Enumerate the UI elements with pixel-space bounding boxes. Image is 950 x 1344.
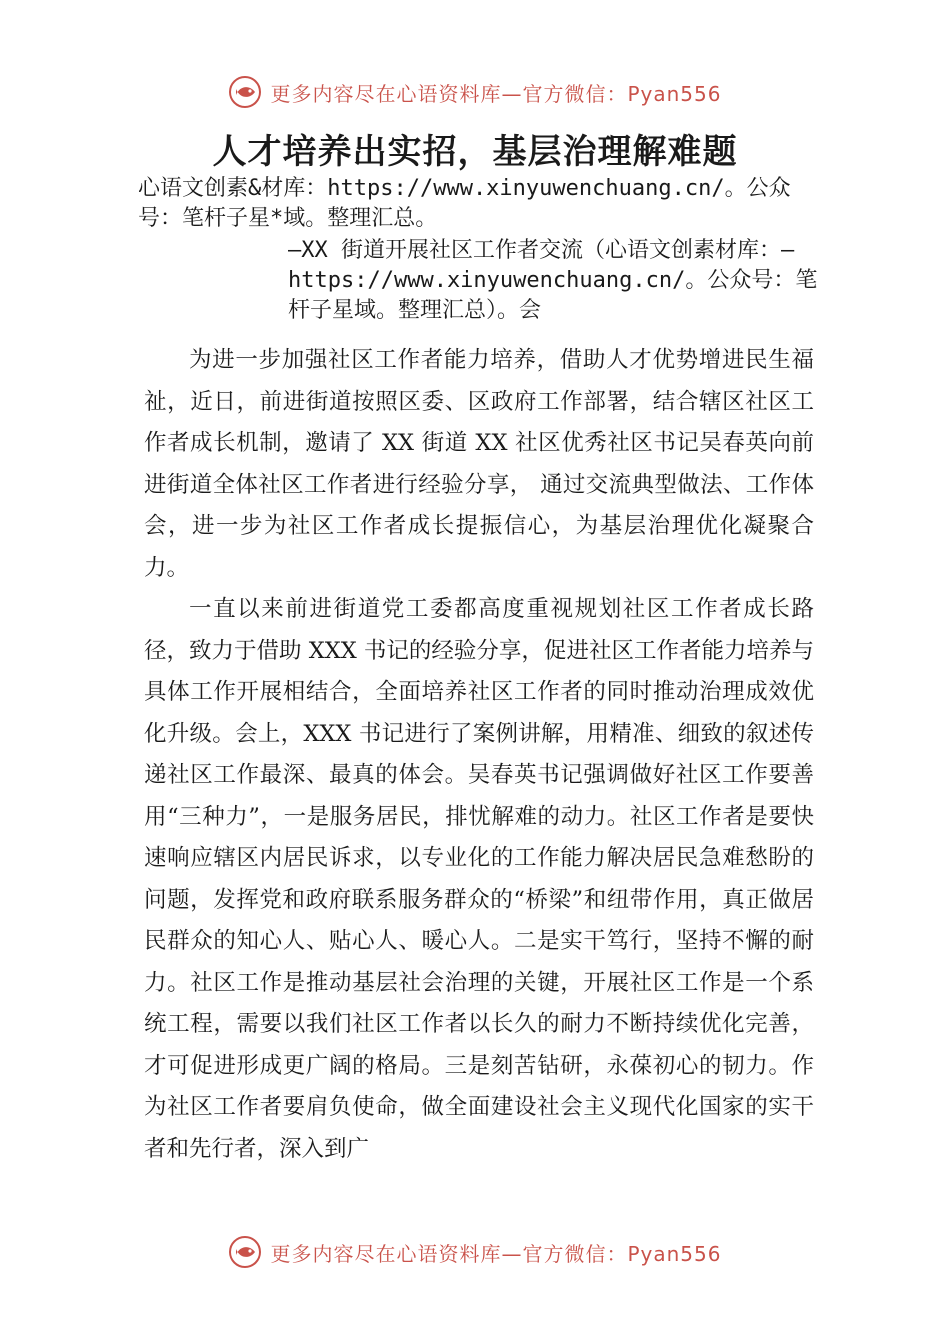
paragraph-1: 为进一步加强社区工作者能力培养，借助人才优势增进民生福祉，近日，前进街道按照区委、区政府工作部署，结合辖区社区工作者成长机制，邀请了 XX 街道 XX 社区优秀社区书记吴春英向前进街道全体社区工作者进行经验分享， 通过交流典型做法、工作体会，进一步为社区工作者成长提振信心，为基层治理优化凝聚合力。 bbox=[144, 347, 814, 581]
banner-text: 更多内容尽在心语资料库—官方微信：Pyan556 bbox=[270, 1241, 722, 1266]
fish-logo-icon bbox=[228, 1235, 262, 1269]
document-body bbox=[144, 340, 814, 1170]
document-subtitle: —XX 街道开展社区工作者交流（心语文创素材库：—https://www.xinyuwenchuang.cn/。公众号：笔杆子星域。整理汇总）。会 bbox=[288, 238, 818, 323]
document-title: 人才培养出实招，基层治理解难题 bbox=[212, 132, 738, 172]
banner-text: 更多内容尽在心语资料库—官方微信：Pyan556 bbox=[270, 81, 722, 106]
source-note: 心语文创素&材库：https://www.xinyuwenchuang.cn/。公众号：笔杆子星*域。整理汇总。 bbox=[138, 176, 791, 231]
header-banner bbox=[0, 72, 950, 112]
footer-banner bbox=[0, 1232, 950, 1272]
fish-logo-icon bbox=[228, 75, 262, 109]
paragraph-2: 一直以来前进街道党工委都高度重视规划社区工作者成长路径，致力于借助 XXX 书记的经验分享，促进社区工作者能力培养与具体工作开展相结合，全面培养社区工作者的同时推动治理成效优化升级。会上，XXX 书记进行了案例讲解，用精准、细致的叙述传递社区工作最深、最真的体会。吴春英书记强调做好社区工作要善用“三种力”，一是服务居民，排忧解难的动力。社区工作者是要快速响应辖区内居民诉求，以专业化的工作能力解决居民急难愁盼的问题，发挥党和政府联系服务群众的“桥梁”和纽带作用，真正做居民群众的知心人、贴心人、暖心人。二是实干笃行，坚持不懈的耐力。社区工作是推动基层社会治理的关键，开展社区工作是一个系统工程，需要以我们社区工作者以长久的耐力不断持续优化完善，才可促进形成更广阔的格局。三是刻苦钻研，永葆初心的韧力。作为社区工作者要肩负使命，做全面建设社会主义现代化国家的实干者和先行者，深入到广 bbox=[144, 596, 814, 1162]
